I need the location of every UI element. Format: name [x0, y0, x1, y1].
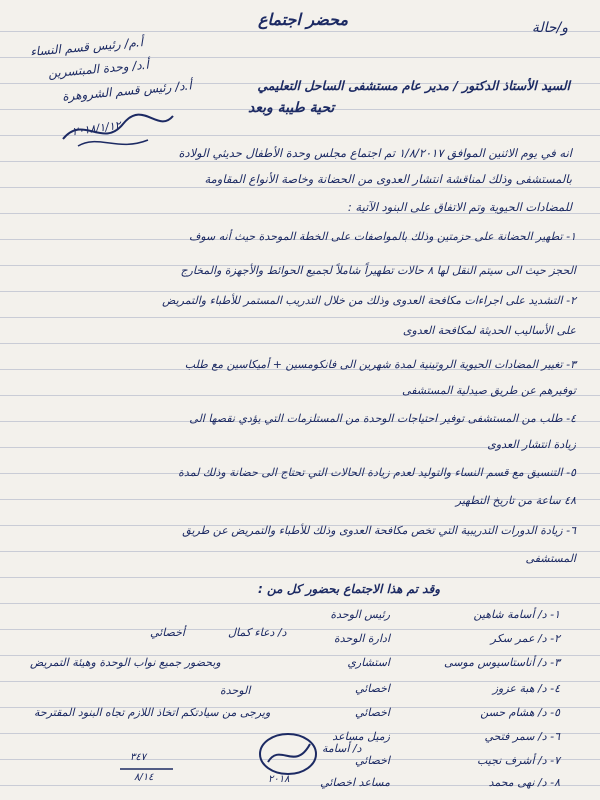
item-3-line-2: توفيرهم عن طريق صيدلية المستشفى: [402, 384, 576, 397]
stamp-underline: [118, 765, 178, 773]
attendee-7-role: اخصائي: [355, 754, 390, 767]
item-2-line-2: على الأساليب الحديثة لمكافحة العدوى: [402, 324, 576, 337]
attendee-3-role: استشاري: [347, 656, 390, 669]
attendee-4-name: ٤- د/ هبة عزوز: [492, 682, 560, 695]
attendee-3-name: ٣- د/ أناستاسيوس موسى: [444, 656, 560, 669]
attendee-7-name: ٧- د/ أشرف نجيب: [476, 754, 560, 767]
addressee: السيد الأستاذ الدكتور / مدير عام مستشفى الساحل التعليمي: [257, 78, 570, 93]
item-2-line-1: ٢- التشديد على اجراءات مكافحة العدوى وذلك من خلال التدريب المستمر للأطباء والتمريض: [162, 294, 576, 307]
cc-note-1: أ.م/ رئيس قسم النساء: [29, 35, 144, 59]
attendee-1-role: رئيس الوحدة: [330, 608, 390, 621]
item-4-line-2: زيادة انتشار العدوى: [487, 438, 576, 451]
document-title: محضر اجتماع: [258, 10, 349, 29]
signature-name: د/ أسامة: [322, 742, 362, 755]
attendance-intro: وقد تم هذا الاجتماع بحضور كل من :: [258, 582, 440, 596]
item-1-line-2: الحجز حيث الى سيتم النقل لها ٨ حالات تطهيراً شاملاً لجميع الحوائط والأجهزة والمخارج: [180, 264, 576, 277]
item-1-line-1: ١- تطهير الحضانة على حزمتين وذلك بالمواصفات على الخطة الموحدة حيث أنه سوف: [188, 230, 576, 243]
attendee-5-role: اخصائي: [355, 706, 390, 719]
attendee-2-name: ٢- د/ عمر سكر: [490, 632, 560, 645]
extra-attendee-role: أخصائي: [150, 626, 185, 639]
staff-note-3: ويرجى من سيادتكم اتخاذ اللازم تجاه البنود المقترحة: [34, 706, 271, 719]
item-5-line-1: ٥- التنسيق مع قسم النساء والتوليد لعدم زيادة الحالات التي تحتاج الى حضانة وذلك لمدة: [178, 466, 576, 479]
signature-date: ٢٠١٨: [268, 774, 290, 785]
stamp-date: ٨/١٤: [134, 772, 154, 783]
item-5-line-2: ٤٨ ساعة من تاريخ التطهير: [455, 494, 576, 507]
cc-note-2: أ.د/ وحدة المبتسرين: [47, 57, 150, 81]
staff-note-2: الوحدة: [220, 684, 251, 697]
item-6-line-2: المستشفى: [525, 552, 576, 565]
cc-date: ٢٠١٨/١/١٢: [71, 118, 122, 139]
staff-note-1: وبحضور جميع نواب الوحدة وهيئة التمريض: [30, 656, 221, 669]
chairman-signature: [250, 722, 330, 782]
cc-note-3: أ.د/ رئيس قسم الشروهرة: [61, 78, 193, 104]
attendee-6-name: ٦- د/ سمر فتحي: [484, 730, 560, 743]
intro-line-1: انه في يوم الاثنين الموافق ١/٨/٢٠١٧ تم اجتماع مجلس وحدة الأطفال حديثي الولادة: [178, 146, 572, 160]
attendee-1-name: ١- د/ أسامة شاهين: [473, 608, 560, 621]
attendee-4-role: اخصائي: [355, 682, 390, 695]
attendee-6-role: زميل مساعد: [332, 730, 390, 743]
attendee-8-name: ٨- د/ نهى محمد: [488, 776, 560, 789]
attendee-2-role: ادارة الوحدة: [333, 632, 390, 645]
extra-attendee-name: د/ دعاء كمال: [228, 626, 287, 639]
item-4-line-1: ٤- طلب من المستشفى توفير احتياجات الوحدة من المستلزمات التي يؤدي نقصها الى: [189, 412, 576, 425]
attendee-5-name: ٥- د/ هشام حسن: [480, 706, 560, 719]
item-6-line-1: ٦- زيادة الدورات التدريبية التي تخص مكافحة العدوى وذلك للأطباء والتمريض عن طريق: [182, 524, 576, 537]
attendee-8-role: مساعد اخصائي: [320, 776, 390, 789]
margin-signature-scribble: [58, 104, 178, 154]
stamp-number: ٣٤٧: [130, 752, 147, 763]
item-3-line-1: ٣- تغيير المضادات الحيوية الروتينية لمدة شهرين الى فانكومسين + أميكاسين مع طلب: [184, 358, 576, 371]
meeting-number: و/حالة: [531, 20, 568, 36]
intro-line-2: بالمستشفى وذلك لمناقشة انتشار العدوى من الحضانة وخاصة الأنواع المقاومة: [204, 172, 572, 186]
greeting: تحية طيبة وبعد: [248, 100, 335, 116]
intro-line-3: للمضادات الحيوية وتم الاتفاق على البنود الآتية :: [347, 200, 572, 214]
